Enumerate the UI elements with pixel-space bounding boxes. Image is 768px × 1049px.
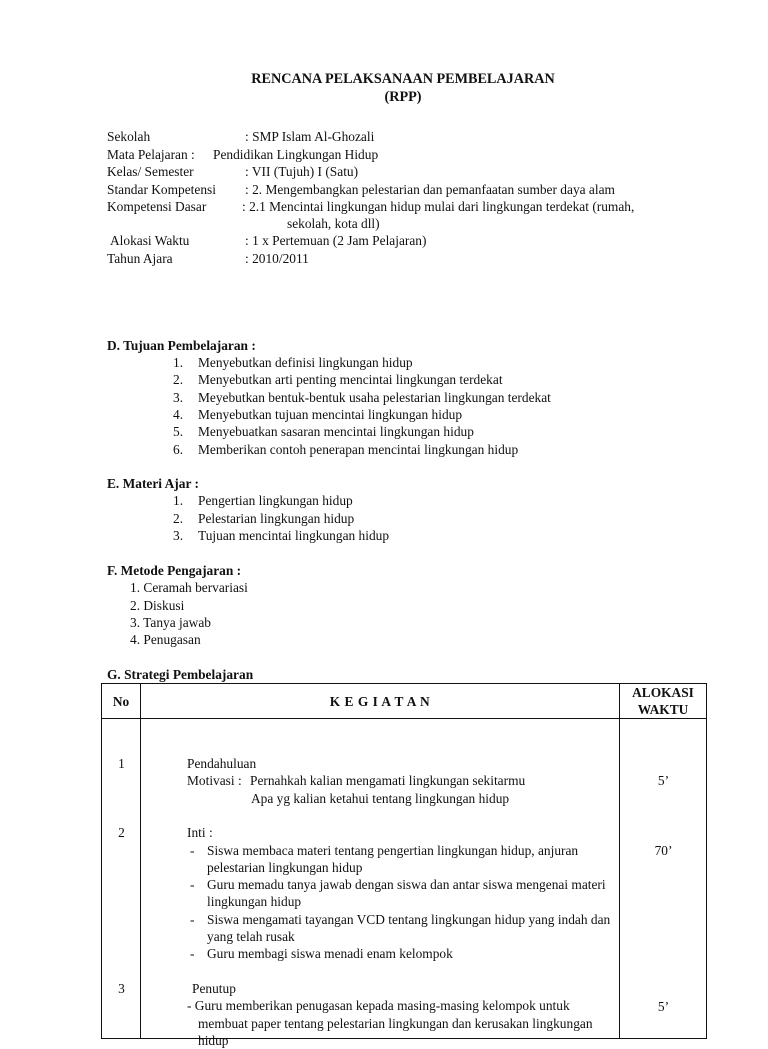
list-item-number: 3. [173, 528, 184, 543]
list-item-number: 2. [173, 511, 184, 526]
list-item-number: 1. [173, 355, 184, 370]
motivation-text: Pernahkah kalian mengamati lingkungan sekitarmu [250, 773, 526, 788]
list-item: Menyebutkan definisi lingkungan hidup [198, 355, 413, 370]
strategy-table [101, 683, 707, 1048]
school-year-value: : 2010/2011 [245, 251, 309, 266]
motivation-label: Motivasi : [187, 773, 242, 788]
row-number: 1 [118, 756, 125, 771]
list-item: Tujuan mencintai lingkungan hidup [198, 528, 390, 543]
bullet-text: lingkungan hidup [207, 894, 302, 909]
section-e-heading: E. Materi Ajar : [107, 476, 199, 491]
time-allocation: 5’ [657, 773, 670, 788]
column-header-activity: K E G I A T A N [141, 684, 620, 719]
table-header-row [102, 684, 707, 719]
list-item-number: 2. [173, 372, 184, 387]
document-subtitle: (RPP) [384, 89, 422, 105]
time-allocation: 70’ [654, 843, 673, 858]
list-item: Meyebutkan bentuk-bentuk usaha pelestarian lingkungan terdekat [198, 390, 551, 405]
list-item: Memberikan contoh penerapan mencintai lingkungan hidup [198, 442, 519, 457]
basic-competency-label: Kompetensi Dasar [107, 199, 207, 214]
list-item: Pengertian lingkungan hidup [198, 493, 353, 508]
competency-standard-label: Standar Kompetensi [107, 182, 216, 197]
bullet-text: pelestarian lingkungan hidup [207, 860, 363, 875]
table-row [102, 719, 707, 1039]
time-allocation-value: : 1 x Pertemuan (2 Jam Pelajaran) [245, 233, 427, 248]
activity-title: Penutup [192, 981, 236, 996]
closing-text: - Guru memberikan penugasan kepada masing-masing kelompok untuk [187, 998, 570, 1013]
bullet-text: Siswa mengamati tayangan VCD tentang lingkungan hidup yang indah dan [207, 912, 611, 927]
column-header-time-line1: ALOKASI [632, 685, 694, 700]
competency-standard-value: : 2. Mengembangkan pelestarian dan pemanfaatan sumber daya alam [245, 182, 615, 197]
bullet-text: Guru memadu tanya jawab dengan siswa dan antar siswa mengenai materi [207, 877, 606, 892]
column-header-time-line2: WAKTU [637, 702, 689, 717]
time-allocation: 5’ [657, 999, 670, 1014]
list-item-number: 5. [173, 424, 184, 439]
section-d-heading: D. Tujuan Pembelajaran : [107, 338, 256, 353]
column-header-time [620, 684, 707, 719]
basic-competency-value: : 2.1 Mencintai lingkungan hidup mulai dari lingkungan terdekat (rumah, [242, 199, 635, 214]
list-item: 3. Tanya jawab [130, 615, 211, 630]
list-item: Menyebutkan tujuan mencintai lingkungan hidup [198, 407, 463, 422]
time-cell [620, 719, 707, 1039]
bullet-dash: - [190, 946, 195, 961]
time-allocation-label: Alokasi Waktu [110, 233, 190, 248]
number-cell [102, 719, 141, 1039]
subject-value: Pendidikan Lingkungan Hidup [213, 147, 379, 162]
subject-label: Mata Pelajaran : [107, 147, 195, 162]
document-title: RENCANA PELAKSANAAN PEMBELAJARAN [251, 71, 555, 87]
class-value: : VII (Tujuh) I (Satu) [245, 164, 359, 179]
bullet-dash: - [190, 877, 195, 892]
bullet-dash: - [190, 843, 195, 858]
basic-competency-value-cont: sekolah, kota dll) [287, 216, 380, 231]
closing-text: hidup [198, 1033, 229, 1048]
school-year-label: Tahun Ajara [107, 251, 173, 266]
activity-cell [141, 719, 620, 1048]
motivation-text: Apa yg kalian ketahui tentang lingkungan hidup [251, 791, 510, 806]
column-header-no: No [102, 684, 141, 719]
list-item-number: 4. [173, 407, 184, 422]
closing-text: membuat paper tentang pelestarian lingkungan dan kerusakan lingkungan [198, 1016, 593, 1031]
list-item: Pelestarian lingkungan hidup [198, 511, 355, 526]
row-number: 2 [118, 825, 125, 840]
section-f-heading: F. Metode Pengajaran : [107, 563, 242, 578]
bullet-text: Siswa membaca materi tentang pengertian lingkungan hidup, anjuran [207, 843, 579, 858]
list-item: Menyebuatkan sasaran mencintai lingkungan hidup [198, 424, 474, 439]
list-item: 2. Diskusi [130, 598, 185, 613]
list-item: 1. Ceramah bervariasi [130, 580, 248, 595]
row-number: 3 [118, 981, 125, 996]
list-item-number: 1. [173, 493, 184, 508]
school-value: : SMP Islam Al-Ghozali [245, 129, 375, 144]
activity-title: Inti : [187, 825, 213, 840]
list-item-number: 3. [173, 390, 184, 405]
section-g-heading: G. Strategi Pembelajaran [107, 667, 254, 682]
bullet-dash: - [190, 912, 195, 927]
school-label: Sekolah [107, 129, 151, 144]
class-label: Kelas/ Semester [107, 164, 194, 179]
list-item: Menyebutkan arti penting mencintai lingkungan terdekat [198, 372, 503, 387]
list-item-number: 6. [173, 442, 184, 457]
bullet-text: yang telah rusak [207, 929, 295, 944]
activity-title: Pendahuluan [187, 756, 257, 771]
list-item: 4. Penugasan [130, 632, 201, 647]
bullet-text: Guru membagi siswa menadi enam kelompok [207, 946, 453, 961]
